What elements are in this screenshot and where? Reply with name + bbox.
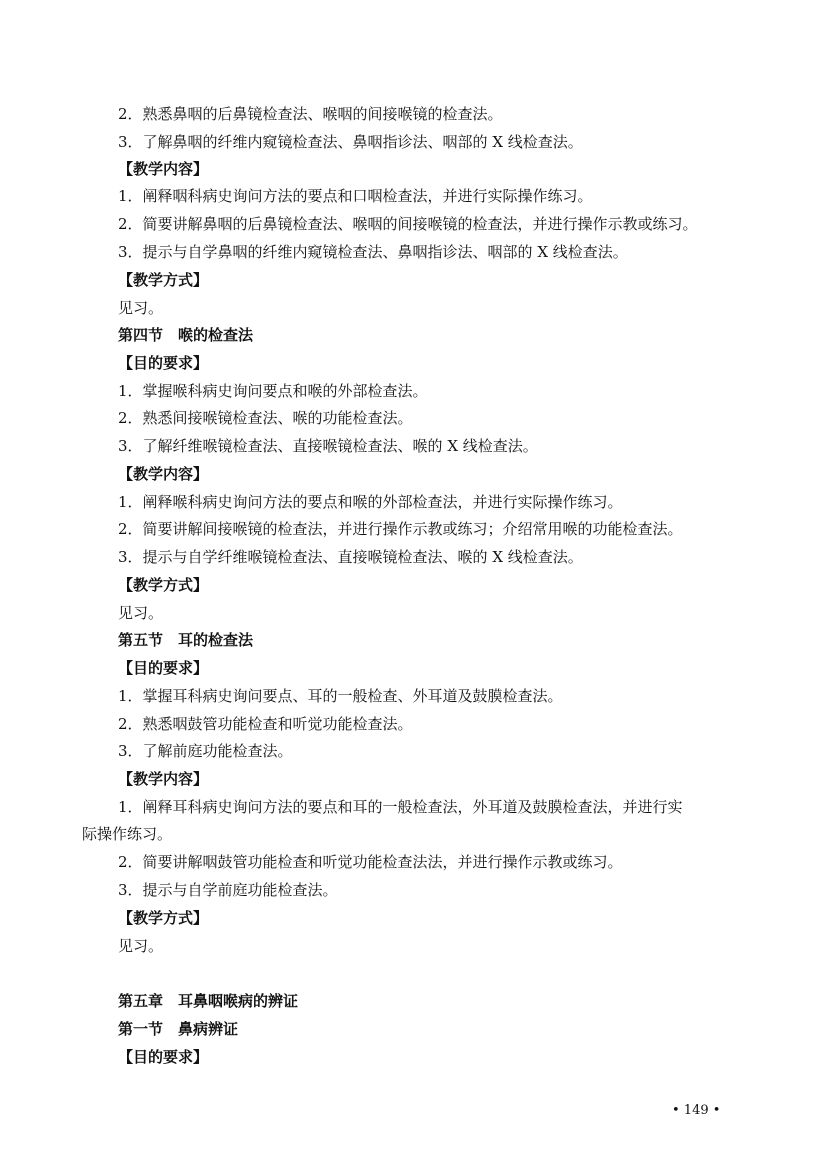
body-line: 1．掌握喉科病史询问要点和喉的外部检查法。 [118,382,428,400]
body-line: 3．提示与自学前庭功能检查法。 [118,881,338,899]
body-line: 2．简要讲解间接喉镜的检查法，并进行操作示教或练习；介绍常用喉的功能检查法。 [118,520,683,538]
body-line: 2．熟悉咽鼓管功能检查和听觉功能检查法。 [118,715,413,733]
body-line-continuation: 际操作练习。 [82,825,173,843]
page-number: • 149 • [672,1103,721,1118]
section-heading: 第四节 喉的检查法 [118,326,254,344]
section-heading: 【教学内容】 [118,465,209,483]
body-line: 2．熟悉鼻咽的后鼻镜检查法、喉咽的间接喉镜的检查法。 [118,105,503,123]
chapter-heading: 第五章 耳鼻咽喉病的辨证 [118,992,299,1010]
section-heading: 【教学方式】 [118,909,209,927]
body-line: 2．简要讲解咽鼓管功能检查和听觉功能检查法法，并进行操作示教或练习。 [118,853,623,871]
body-line: 3．了解前庭功能检查法。 [118,742,293,760]
body-line: 1．阐释咽科病史询问方法的要点和口咽检查法，并进行实际操作练习。 [118,187,593,205]
section-heading: 【教学内容】 [118,160,209,178]
body-line: 3．提示与自学鼻咽的纤维内窥镜检查法、鼻咽指诊法、咽部的 X 线检查法。 [118,243,628,261]
section-heading: 【教学内容】 [118,770,209,788]
section-heading: 【教学方式】 [118,576,209,594]
body-line: 1．阐释耳科病史询问方法的要点和耳的一般检查法，外耳道及鼓膜检查法，并进行实 [118,798,683,816]
body-line: 1．掌握耳科病史询问要点、耳的一般检查、外耳道及鼓膜检查法。 [118,687,563,705]
body-line: 见习。 [118,937,164,955]
body-line: 1．阐释喉科病史询问方法的要点和喉的外部检查法，并进行实际操作练习。 [118,493,623,511]
body-line: 2．简要讲解鼻咽的后鼻镜检查法、喉咽的间接喉镜的检查法，并进行操作示教或练习。 [118,215,698,233]
section-heading: 【目的要求】 [118,354,209,372]
section-heading: 第五节 耳的检查法 [118,631,254,649]
body-line: 见习。 [118,299,164,317]
body-line: 3．了解鼻咽的纤维内窥镜检查法、鼻咽指诊法、咽部的 X 线检查法。 [118,133,583,151]
body-line: 3．了解纤维喉镜检查法、直接喉镜检查法、喉的 X 线检查法。 [118,437,538,455]
body-line: 见习。 [118,604,164,622]
section-heading: 【目的要求】 [118,659,209,677]
section-heading: 【教学方式】 [118,271,209,289]
body-line: 3．提示与自学纤维喉镜检查法、直接喉镜检查法、喉的 X 线检查法。 [118,548,583,566]
section-heading: 第一节 鼻病辨证 [118,1020,239,1038]
body-line: 2．熟悉间接喉镜检查法、喉的功能检查法。 [118,409,413,427]
section-heading: 【目的要求】 [118,1048,209,1066]
